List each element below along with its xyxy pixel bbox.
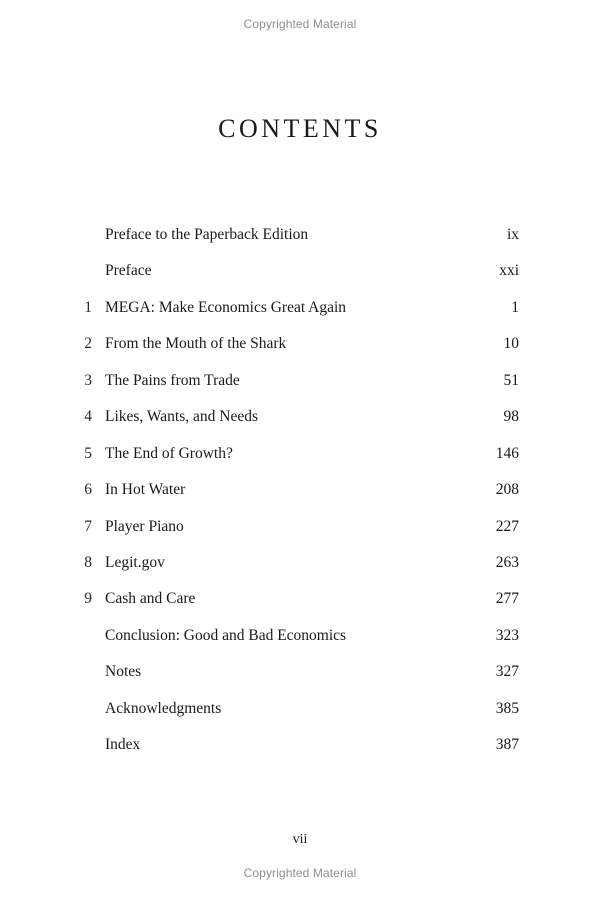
toc-page-number: 277 [495, 590, 519, 608]
toc-entry-title: Preface to the Paperback Edition [105, 226, 309, 243]
toc-entry-title: MEGA: Make Economics Great Again [105, 298, 347, 316]
toc-entry-preface-paperback[interactable] [0, 222, 600, 258]
toc-chapter-number: 3 [84, 371, 92, 389]
toc-entry-title: The End of Growth? [105, 444, 233, 462]
toc-entry-chapter-1[interactable] [0, 295, 600, 331]
toc-page-number: 385 [495, 699, 519, 717]
toc-page-number: 1 [511, 298, 519, 316]
toc-entry-title: Likes, Wants, and Needs [105, 408, 259, 426]
watermark-bottom: Copyrighted Material [243, 866, 357, 880]
toc-entry-title: Notes [105, 663, 142, 681]
toc-entry-chapter-6[interactable] [0, 477, 600, 513]
toc-page-number: 387 [495, 736, 519, 754]
watermark-top: Copyrighted Material [243, 17, 357, 31]
toc-entry-title: Legit.gov [105, 553, 165, 571]
table-of-contents [0, 222, 600, 769]
toc-chapter-number: 7 [84, 517, 92, 535]
toc-page-number: 51 [503, 371, 519, 389]
toc-entry-chapter-8[interactable] [0, 550, 600, 586]
toc-chapter-number: 1 [84, 298, 92, 316]
toc-entry-chapter-2[interactable] [0, 331, 600, 367]
toc-entry-title: Player Piano [105, 517, 184, 535]
toc-chapter-number: 6 [84, 481, 92, 499]
toc-entry-title: Acknowledgments [105, 699, 222, 717]
toc-entry-chapter-9[interactable] [0, 586, 600, 622]
toc-entry-title: In Hot Water [105, 481, 186, 499]
toc-entry-chapter-7[interactable] [0, 514, 600, 550]
toc-entry-title: Cash and Care [105, 590, 196, 608]
toc-chapter-number: 5 [84, 444, 92, 462]
page-folio: vii [292, 832, 308, 847]
page-title: CONTENTS [218, 114, 382, 143]
toc-entry-chapter-3[interactable] [0, 368, 600, 404]
toc-entry-title: Preface [105, 262, 152, 280]
toc-chapter-number: 9 [84, 590, 92, 608]
toc-page-number: 263 [495, 553, 519, 571]
toc-entry-chapter-5[interactable] [0, 441, 600, 477]
toc-page-number: xxi [499, 262, 519, 280]
toc-entry-title: Index [105, 736, 141, 754]
toc-entry-preface[interactable] [0, 258, 600, 294]
toc-entry-notes[interactable] [0, 659, 600, 695]
toc-entry-acknowledgments[interactable] [0, 696, 600, 732]
toc-page-number: 146 [495, 444, 519, 462]
toc-page-number: 208 [495, 481, 519, 499]
toc-page-number: 323 [495, 626, 519, 644]
toc-entry-conclusion[interactable] [0, 623, 600, 659]
toc-entry-title: From the Mouth of the Shark [105, 335, 287, 353]
toc-page-number: 98 [503, 408, 519, 426]
toc-chapter-number: 2 [84, 335, 92, 353]
toc-page-number: ix [506, 226, 519, 243]
toc-entry-index[interactable] [0, 732, 600, 768]
toc-entry-chapter-4[interactable] [0, 404, 600, 440]
toc-page-number: 10 [503, 335, 519, 353]
toc-entry-title: The Pains from Trade [105, 371, 240, 389]
toc-entry-title: Conclusion: Good and Bad Economics [105, 626, 347, 644]
toc-page-number: 227 [495, 517, 519, 535]
toc-chapter-number: 8 [84, 553, 92, 571]
toc-page-number: 327 [495, 663, 519, 681]
toc-chapter-number: 4 [84, 408, 92, 426]
